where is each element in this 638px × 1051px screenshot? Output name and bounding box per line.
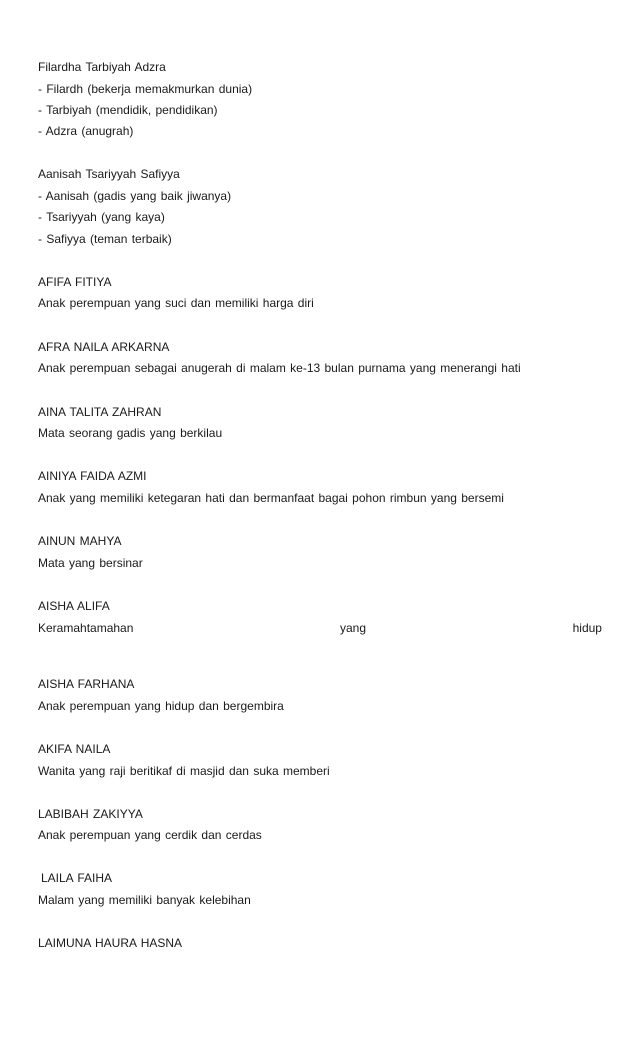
- meaning-line: - Filardh (bekerja memakmurkan dunia): [38, 82, 253, 96]
- meaning-line: - Tsariyyah (yang kaya): [38, 210, 165, 224]
- name-description: Malam yang memiliki banyak kelebihan: [38, 893, 251, 907]
- name-heading: LAILA FAIHA: [41, 871, 113, 885]
- meaning-line: - Aanisah (gadis yang baik jiwanya): [38, 189, 232, 203]
- name-heading: LABIBAH ZAKIYYA: [38, 807, 143, 821]
- name-heading: AFRA NAILA ARKARNA: [38, 340, 170, 354]
- name-description: [38, 621, 602, 635]
- name-heading: AFIFA FITIYA: [38, 275, 112, 289]
- description-word: Keramahtamahan: [38, 621, 134, 635]
- name-description: Anak yang memiliki ketegaran hati dan bermanfaat bagai pohon rimbun yang bersemi: [38, 491, 504, 505]
- name-description: Anak perempuan yang cerdik dan cerdas: [38, 828, 262, 842]
- name-description: Wanita yang raji beritikaf di masjid dan suka memberi: [38, 764, 330, 778]
- name-description: Anak perempuan yang suci dan memiliki harga diri: [38, 296, 314, 310]
- name-heading: AKIFA NAILA: [38, 742, 111, 756]
- description-word: hidup: [572, 621, 602, 635]
- name-heading: AINA TALITA ZAHRAN: [38, 405, 162, 419]
- name-heading: Filardha Tarbiyah Adzra: [38, 60, 166, 74]
- name-heading: AINUN MAHYA: [38, 534, 122, 548]
- meaning-line: - Safiyya (teman terbaik): [38, 232, 172, 246]
- name-heading: Aanisah Tsariyyah Safiyya: [38, 167, 180, 181]
- name-description: Anak perempuan yang hidup dan bergembira: [38, 699, 284, 713]
- name-description: Mata yang bersinar: [38, 556, 143, 570]
- name-heading: AISHA ALIFA: [38, 599, 110, 613]
- name-heading: LAIMUNA HAURA HASNA: [38, 936, 183, 950]
- name-heading: AISHA FARHANA: [38, 677, 135, 691]
- name-description: Mata seorang gadis yang berkilau: [38, 426, 223, 440]
- meaning-line: - Adzra (anugrah): [38, 124, 134, 138]
- name-heading: AINIYA FAIDA AZMI: [38, 469, 147, 483]
- meaning-line: - Tarbiyah (mendidik, pendidikan): [38, 103, 218, 117]
- name-description: Anak perempuan sebagai anugerah di malam ke-13 bulan purnama yang menerangi hati: [38, 361, 521, 375]
- description-word: yang: [339, 621, 367, 635]
